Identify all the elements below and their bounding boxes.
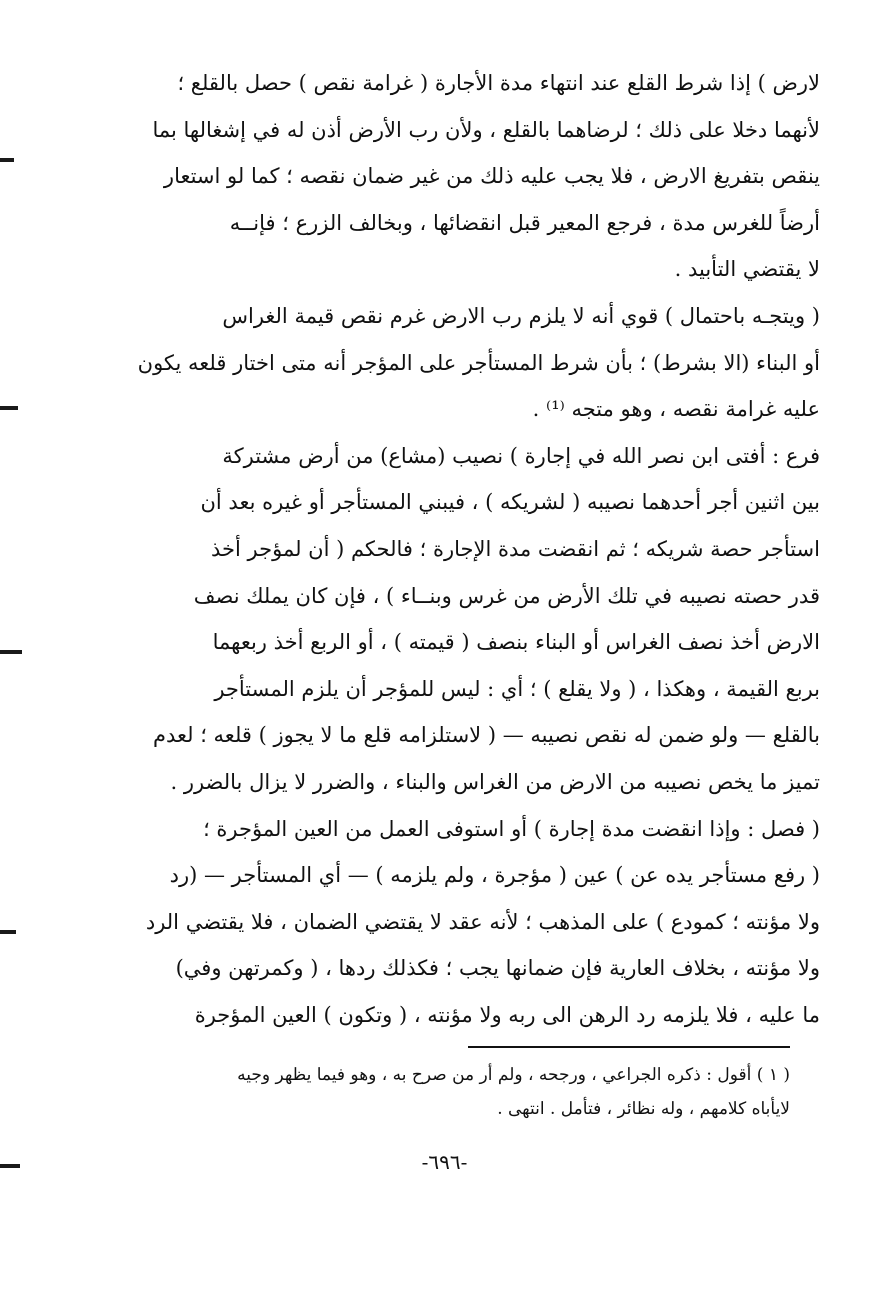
- paragraph: [98, 293, 820, 433]
- text-line: أرضاً للغرس مدة ، فرجع المعير قبل انقضائها ، وبخالف الزرع ؛ فإنــه: [229, 210, 820, 235]
- text-line: قدر حصته نصيبه في تلك الأرض من غرس وبنــاء ) ، فإن كان يملك نصف: [193, 583, 820, 608]
- text-line: ( رفع مستأجر يده عن ) عين ( مؤجرة ، ولم يلزمه ) — أي المستأجر — (رد: [169, 863, 820, 888]
- page-number: -٦٩٦-: [421, 1150, 468, 1174]
- text-line: عليه غرامة نقصه ، وهو متجه ⁽¹⁾ .: [532, 397, 820, 422]
- margin-mark: [0, 650, 22, 654]
- margin-mark: [0, 406, 18, 410]
- footnote-line: ( ١ ) أقول : ذكره الجراعي ، ورجحه ، ولم أر من صرح به ، وهو فيما يظهر وجيه: [237, 1065, 790, 1085]
- text-line: تميز ما يخص نصيبه من الارض من الغراس والبناء ، والضرر لا يزال بالضرر .: [170, 769, 820, 794]
- paragraph: [98, 433, 820, 806]
- text-line: بربع القيمة ، وهكذا ، ( ولا يقلع ) ؛ أي : ليس للمؤجر أن يلزم المستأجر: [214, 676, 820, 701]
- text-line: أو البناء (الا بشرط) ؛ بأن شرط المستأجر على المؤجر أنه متى اختار قلعه يكون: [137, 350, 820, 375]
- text-line: لارض ) إذا شرط القلع عند انتهاء مدة الأجارة ( غرامة نقص ) حصل بالقلع ؛: [177, 71, 820, 95]
- text-line: ولا مؤنته ؛ كمودع ) على المذهب ؛ لأنه عقد لا يقتضي الضمان ، فلا يقتضي الرد: [145, 909, 820, 934]
- main-text: [98, 60, 820, 1038]
- footnote-divider: [468, 1046, 790, 1048]
- text-line: ينقص بتفريغ الارض ، فلا يجب عليه ذلك من غير ضمان نقصه ؛ كما لو استعار: [163, 164, 820, 189]
- text-line: فرع : أفتى ابن نصر الله في إجارة ) نصيب (مشاع) من أرض مشتركة: [222, 443, 820, 468]
- text-line: بالقلع — ولو ضمن له نقص نصيبه — ( لاستلزامه قلع ما لا يجوز ) قلعه ؛ لعدم: [152, 723, 820, 748]
- text-line: استأجر حصة شريكه ؛ ثم انقضت مدة الإجارة ؛ فالحكم ( أن لمؤجر أخذ: [211, 536, 820, 561]
- text-line: ما عليه ، فلا يلزمه رد الرهن الى ربه ولا مؤنته ، ( وتكون ) العين المؤجرة: [194, 1002, 820, 1027]
- text-line: ( فصل : وإذا انقضت مدة إجارة ) أو استوفى العمل من العين المؤجرة ؛: [203, 816, 820, 841]
- text-line: ( ويتجـه باحتمال ) قوي أنه لا يلزم رب الارض غرم نقص قيمة الغراس: [222, 303, 820, 328]
- margin-mark: [0, 158, 14, 162]
- text-line: بين اثنين أجر أحدهما نصيبه ( لشريكه ) ، فيبني المستأجر أو غيره بعد أن: [200, 490, 820, 515]
- text-line: لأنهما دخلا على ذلك ؛ لرضاهما بالقلع ، ولأن رب الأرض أذن له في إشغالها بما: [152, 117, 820, 142]
- paragraph: [98, 806, 820, 1039]
- paragraph: [98, 60, 820, 293]
- footnote-line: لايأباه كلامهم ، وله نظائر ، فتأمل . انتهى .: [497, 1099, 790, 1119]
- text-line: ولا مؤنته ، بخلاف العارية فإن ضمانها يجب ؛ فكذلك ردها ، ( وكمرتهن وفي): [175, 956, 820, 981]
- margin-mark: [0, 930, 16, 934]
- footnote: [130, 1058, 790, 1126]
- text-line: لا يقتضي التأبيد .: [674, 257, 820, 282]
- text-line: الارض أخذ نصف الغراس أو البناء بنصف ( قيمته ) ، أو الربع أخذ ربعهما: [212, 630, 820, 655]
